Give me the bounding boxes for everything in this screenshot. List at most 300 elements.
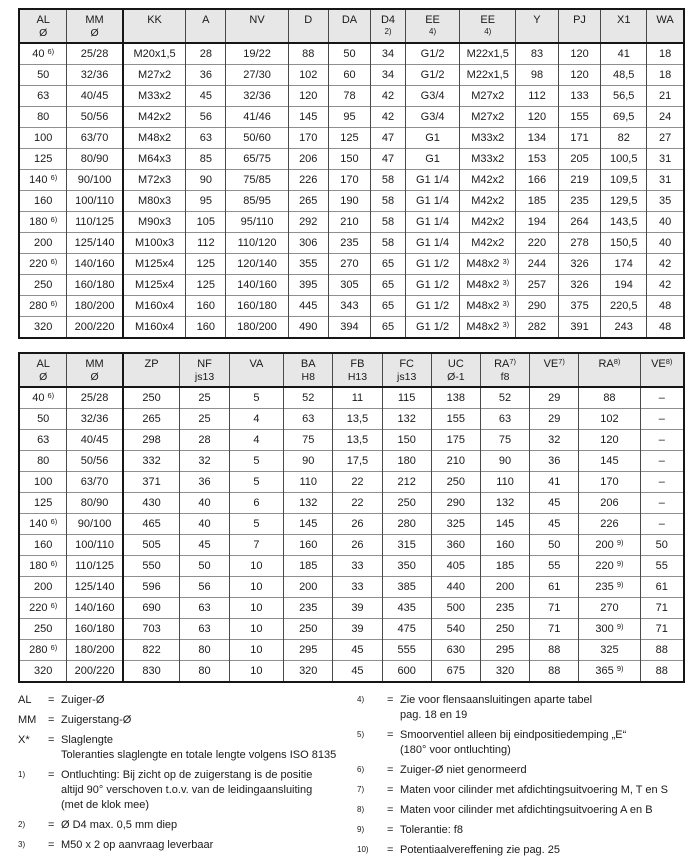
table-cell: 305 (328, 275, 371, 296)
table-cell: 63 (284, 409, 333, 430)
column-header-mm: MM Ø (67, 9, 123, 43)
table-cell: 65 (371, 296, 406, 317)
table-cell: 5 (229, 451, 284, 472)
table-row (19, 577, 684, 598)
table-cell: 200 (480, 577, 529, 598)
footnote-equals: = (387, 729, 394, 741)
footnote-line: pag. 18 en 19 (400, 709, 468, 721)
table-cell: 33 (333, 577, 382, 598)
table-cell: 5 (229, 472, 284, 493)
table-cell: 220 $^{9)}$ (579, 556, 640, 577)
table-cell: 80/90 (67, 493, 123, 514)
table-cell: 63 (180, 598, 229, 619)
table-cell: 125 (328, 128, 371, 149)
table-row (19, 43, 684, 65)
table-cell: G1 1/2 (405, 317, 460, 339)
footnote-equals: = (387, 804, 394, 816)
table-cell: 125/140 (67, 577, 123, 598)
table-cell: 65 (371, 275, 406, 296)
table-cell: 34 (371, 43, 406, 65)
table-cell: 88 (288, 43, 328, 65)
table-cell: 71 (530, 619, 579, 640)
table-cell: G1 1/4 (405, 170, 460, 191)
footnote-item (357, 803, 685, 818)
table-cell: 435 (382, 598, 431, 619)
footnote-text (61, 693, 351, 708)
table-cell: 90 (480, 451, 529, 472)
table-cell: – (640, 451, 684, 472)
table-cell: 120 (579, 430, 640, 451)
table-cell: 160 (19, 535, 67, 556)
table-cell: 88 (640, 640, 684, 661)
footnote-line: Zuiger-Ø (61, 694, 105, 706)
footnote-equals: = (48, 819, 55, 831)
table-cell: 280 $^{6)}$ (19, 640, 67, 661)
table-cell: 120/140 (226, 254, 289, 275)
table-cell: 10 (229, 556, 284, 577)
table-cell: 10 (229, 598, 284, 619)
table-cell: M20x1,5 (123, 43, 186, 65)
table-cell: 210 (328, 212, 371, 233)
footnote-text (400, 728, 685, 758)
table-cell: 325 (579, 640, 640, 661)
table-cell: G1 1/2 (405, 296, 460, 317)
table-cell: 110/125 (67, 212, 123, 233)
table-cell: 180 $^{6)}$ (19, 212, 67, 233)
table-row (19, 493, 684, 514)
table2-body (19, 387, 684, 682)
table-cell: 95 (186, 191, 226, 212)
table-cell: 45 (530, 493, 579, 514)
table-cell: 490 (288, 317, 328, 339)
table-cell: 250 (123, 387, 180, 409)
table-cell: 244 (516, 254, 559, 275)
table-cell: G1 1/2 (405, 254, 460, 275)
table-row (19, 254, 684, 275)
table-cell: 48 (647, 317, 684, 339)
table-cell: – (640, 514, 684, 535)
table-cell: 220 $^{6)}$ (19, 598, 67, 619)
table-cell: 36 (180, 472, 229, 493)
table-cell: 110 (284, 472, 333, 493)
table-cell: 600 (382, 661, 431, 683)
table-cell: 100/110 (67, 535, 123, 556)
table-cell: M33x2 (123, 86, 186, 107)
table-cell: 160 (19, 191, 67, 212)
table-cell: 26 (333, 514, 382, 535)
table-cell: 52 (480, 387, 529, 409)
table-cell: – (640, 409, 684, 430)
footnote-item (18, 768, 351, 813)
table-cell: 265 (288, 191, 328, 212)
table-cell: 63/70 (67, 472, 123, 493)
table-cell: 185 (284, 556, 333, 577)
table-cell: 47 (371, 128, 406, 149)
table-cell: 219 (558, 170, 601, 191)
table-cell: 465 (123, 514, 180, 535)
footnote-label: 6) (357, 765, 365, 774)
table-cell: 31 (647, 149, 684, 170)
table-cell: 4 (229, 409, 284, 430)
table-row (19, 212, 684, 233)
table-cell: 42 (647, 275, 684, 296)
table-cell: 292 (288, 212, 328, 233)
table-cell: 445 (288, 296, 328, 317)
column-header-wa: WA (647, 9, 684, 43)
column-header-al: AL Ø (19, 353, 67, 387)
table-cell: 132 (284, 493, 333, 514)
table-cell: 278 (558, 233, 601, 254)
footnote-item (357, 823, 685, 838)
table-cell: 300 $^{9)}$ (579, 619, 640, 640)
footnote-item (357, 763, 685, 778)
table-row (19, 170, 684, 191)
table-cell: 138 (431, 387, 480, 409)
table-cell: 150 (328, 149, 371, 170)
table-cell: 290 (431, 493, 480, 514)
table-cell: 325 (431, 514, 480, 535)
table-cell: 226 (288, 170, 328, 191)
table-cell: 120 (558, 65, 601, 86)
table-cell: 100 (19, 472, 67, 493)
table-cell: 41/46 (226, 107, 289, 128)
table-cell: 112 (516, 86, 559, 107)
table-cell: 243 (601, 317, 647, 339)
table-cell: 350 (382, 556, 431, 577)
table-cell: 132 (382, 409, 431, 430)
table-cell: 250 (480, 619, 529, 640)
table-cell: 160 (186, 317, 226, 339)
table-cell: 11 (333, 387, 382, 409)
table-cell: 95/110 (226, 212, 289, 233)
footnote-line: Smoorventiel alleen bij eindpositiedemping „E“ (400, 729, 627, 741)
table-cell: 250 (382, 493, 431, 514)
table-cell: 55 (640, 556, 684, 577)
table-cell: 200 (284, 577, 333, 598)
table-cell: 58 (371, 170, 406, 191)
table-cell: 41 (530, 472, 579, 493)
table-cell: 33 (333, 556, 382, 577)
table-cell: 45 (186, 86, 226, 107)
table-cell: 160/180 (67, 619, 123, 640)
column-header-y: Y (516, 9, 559, 43)
table-cell: 175 (431, 430, 480, 451)
table-cell: 90 (186, 170, 226, 191)
table-cell: 174 (601, 254, 647, 275)
table-cell: 90 (284, 451, 333, 472)
footnote-text (61, 768, 351, 813)
table-cell: G1/2 (405, 43, 460, 65)
footnotes-section (18, 693, 685, 863)
table-cell: 50 (19, 409, 67, 430)
table-cell: 235 (558, 191, 601, 212)
table-cell: 194 (516, 212, 559, 233)
column-header-fc: FC js13 (382, 353, 431, 387)
column-header-nv: NV (226, 9, 289, 43)
cylinder-dimensions-table-1 (18, 8, 685, 339)
column-header-a: A (186, 9, 226, 43)
table-cell: 385 (382, 577, 431, 598)
table-cell: M48x2 $^{3)}$ (460, 254, 516, 275)
table-cell: 134 (516, 128, 559, 149)
table-cell: 206 (579, 493, 640, 514)
footnote-item (18, 818, 351, 833)
table-cell: 88 (530, 661, 579, 683)
table-cell: 375 (558, 296, 601, 317)
table-cell: 220,5 (601, 296, 647, 317)
table1-header (19, 9, 684, 43)
table-cell: 22 (333, 493, 382, 514)
table-cell: 10 (229, 640, 284, 661)
table-cell: 90/100 (67, 514, 123, 535)
footnote-line: Toleranties slaglengte en totale lengte volgens ISO 8135 (61, 749, 337, 761)
table-cell: 170 (579, 472, 640, 493)
footnote-text (61, 713, 351, 728)
table-cell: M90x3 (123, 212, 186, 233)
table-row (19, 619, 684, 640)
table-cell: 61 (640, 577, 684, 598)
table-cell: 200/220 (67, 661, 123, 683)
column-header-fb: FB H13 (333, 353, 382, 387)
table-cell: 27 (647, 128, 684, 149)
table-cell: M80x3 (123, 191, 186, 212)
table-cell: 550 (123, 556, 180, 577)
table-cell: G1 1/4 (405, 233, 460, 254)
table-cell: 180/200 (67, 640, 123, 661)
table-cell: – (640, 430, 684, 451)
footnote-label: 5) (357, 730, 365, 739)
table-cell: 58 (371, 191, 406, 212)
table-cell: 250 (19, 619, 67, 640)
table-cell: 55 (530, 556, 579, 577)
table-cell: 180 $^{6)}$ (19, 556, 67, 577)
column-header-va: VA (229, 353, 284, 387)
table-cell: 25/28 (67, 387, 123, 409)
table-cell: 63 (186, 128, 226, 149)
table-row (19, 107, 684, 128)
table-cell: 82 (601, 128, 647, 149)
table-row (19, 430, 684, 451)
table-cell: 160 (284, 535, 333, 556)
table-cell: M33x2 (460, 128, 516, 149)
footnote-line: Zie voor flensaansluitingen aparte tabel (400, 694, 593, 706)
table-cell: 282 (516, 317, 559, 339)
table-cell: M48x2 $^{3)}$ (460, 317, 516, 339)
table-cell: 26 (333, 535, 382, 556)
footnote-line: Tolerantie: f8 (400, 824, 463, 836)
table-cell: 45 (333, 640, 382, 661)
column-header-d4: D4 2) (371, 9, 406, 43)
footnote-line: Zuigerstang-Ø (61, 714, 132, 726)
table-row (19, 317, 684, 339)
table-cell: 42 (371, 107, 406, 128)
table-cell: 27/30 (226, 65, 289, 86)
table-cell: 395 (288, 275, 328, 296)
table-cell: 320 (19, 317, 67, 339)
table-cell: 250 (284, 619, 333, 640)
table-cell: 80/90 (67, 149, 123, 170)
footnote-item (18, 693, 351, 708)
footnote-label: 2) (18, 820, 26, 829)
table-cell: M125x4 (123, 275, 186, 296)
footnote-equals: = (387, 844, 394, 856)
footnote-item (357, 783, 685, 798)
table-row (19, 472, 684, 493)
header-row (19, 9, 684, 43)
table-cell: 32/36 (67, 409, 123, 430)
table-cell: 320 (480, 661, 529, 683)
table-cell: 50 (180, 556, 229, 577)
table-cell: 39 (333, 598, 382, 619)
table-cell: 69,5 (601, 107, 647, 128)
table-cell: 405 (431, 556, 480, 577)
table-cell: M42x2 (460, 170, 516, 191)
table-cell: 440 (431, 577, 480, 598)
table-cell: 75 (480, 430, 529, 451)
column-header-mm: MM Ø (67, 353, 123, 387)
footnote-line: Maten voor cilinder met afdichtingsuitvoering A en B (400, 804, 653, 816)
table-cell: 125 (186, 254, 226, 275)
column-header-nf: NF js13 (180, 353, 229, 387)
table-cell: 180/200 (67, 296, 123, 317)
table-cell: G1 1/4 (405, 212, 460, 233)
table-cell: 40 $^{6)}$ (19, 387, 67, 409)
table-cell: 112 (186, 233, 226, 254)
table-cell: 50/60 (226, 128, 289, 149)
table-cell: 110 (480, 472, 529, 493)
table-cell: 125 (186, 275, 226, 296)
table-cell: 100/110 (67, 191, 123, 212)
table-cell: 18 (647, 43, 684, 65)
table-cell: 630 (431, 640, 480, 661)
table-row (19, 556, 684, 577)
table-cell: 170 (288, 128, 328, 149)
table-cell: 194 (601, 275, 647, 296)
table-cell: 88 (640, 661, 684, 683)
footnote-line: M50 x 2 op aanvraag leverbaar (61, 839, 214, 851)
footnote-label: MM (18, 714, 37, 726)
footnote-item (357, 693, 685, 723)
table-cell: 180/200 (226, 317, 289, 339)
footnote-line: (180° voor ontluchting) (400, 744, 511, 756)
table-cell: 80 (180, 661, 229, 683)
table-cell: 540 (431, 619, 480, 640)
table-cell: 80 (180, 640, 229, 661)
table-row (19, 149, 684, 170)
table-cell: 80 (19, 451, 67, 472)
table-cell: 19/22 (226, 43, 289, 65)
footnote-text (400, 783, 685, 798)
column-header-x1: X1 (601, 9, 647, 43)
table-cell: 80 (19, 107, 67, 128)
table-cell: 63/70 (67, 128, 123, 149)
table-cell: 235 (284, 598, 333, 619)
table-cell: 280 $^{6)}$ (19, 296, 67, 317)
table-cell: M64x3 (123, 149, 186, 170)
table-cell: 315 (382, 535, 431, 556)
table-cell: – (640, 493, 684, 514)
footnote-label: 4) (357, 695, 365, 704)
table-cell: 270 (328, 254, 371, 275)
table-cell: 109,5 (601, 170, 647, 191)
table-cell: 34 (371, 65, 406, 86)
table-cell: 371 (123, 472, 180, 493)
table-cell: 115 (382, 387, 431, 409)
table-cell: M72x3 (123, 170, 186, 191)
table-row (19, 409, 684, 430)
table-cell: 36 (186, 65, 226, 86)
table-cell: 125 (19, 493, 67, 514)
table-cell: 185 (480, 556, 529, 577)
table-cell: 235 $^{9)}$ (579, 577, 640, 598)
table-cell: 28 (180, 430, 229, 451)
table-row (19, 640, 684, 661)
column-header-ee: EE 4) (460, 9, 516, 43)
footnote-equals: = (48, 694, 55, 706)
table-cell: 235 (328, 233, 371, 254)
table-cell: 257 (516, 275, 559, 296)
table-cell: 822 (123, 640, 180, 661)
table-cell: 50 (530, 535, 579, 556)
table-cell: 160 (186, 296, 226, 317)
table-row (19, 535, 684, 556)
table-cell: 153 (516, 149, 559, 170)
footnote-equals: = (48, 714, 55, 726)
table-cell: 48 (647, 296, 684, 317)
table-cell: 166 (516, 170, 559, 191)
table-cell: 50 (640, 535, 684, 556)
table-cell: 71 (640, 619, 684, 640)
table-cell: 226 (579, 514, 640, 535)
table-cell: 71 (640, 598, 684, 619)
table-cell: 125 (19, 149, 67, 170)
footnote-label: 9) (357, 825, 365, 834)
table-cell: 129,5 (601, 191, 647, 212)
table-cell: 52 (284, 387, 333, 409)
table-cell: M42x2 (460, 212, 516, 233)
table-cell: 56 (186, 107, 226, 128)
table-cell: G1 (405, 128, 460, 149)
table-cell: 32 (180, 451, 229, 472)
table-cell: 45 (530, 514, 579, 535)
table-cell: 88 (530, 640, 579, 661)
table-cell: 120 (558, 43, 601, 65)
footnotes-right-column (351, 693, 685, 863)
footnote-label: X* (18, 734, 30, 746)
column-header-ve7: VE$^{7)}$ (530, 353, 579, 387)
table-row (19, 128, 684, 149)
table-cell: 50 (328, 43, 371, 65)
table-cell: 320 (284, 661, 333, 683)
table-cell: G1 (405, 149, 460, 170)
table-cell: 220 (516, 233, 559, 254)
footnote-text (400, 803, 685, 818)
table-cell: 332 (123, 451, 180, 472)
table-cell: 120 (288, 86, 328, 107)
table-cell: M27x2 (460, 107, 516, 128)
footnote-line: Zuiger-Ø niet genormeerd (400, 764, 527, 776)
table-cell: 220 $^{6)}$ (19, 254, 67, 275)
table-cell: 343 (328, 296, 371, 317)
table-cell: 160/180 (67, 275, 123, 296)
footnote-text (61, 818, 351, 833)
table-cell: 320 (19, 661, 67, 683)
table-cell: G1 1/2 (405, 275, 460, 296)
table-cell: 298 (123, 430, 180, 451)
table-cell: 365 $^{9)}$ (579, 661, 640, 683)
footnote-label: AL (18, 694, 32, 706)
footnote-text (400, 823, 685, 838)
